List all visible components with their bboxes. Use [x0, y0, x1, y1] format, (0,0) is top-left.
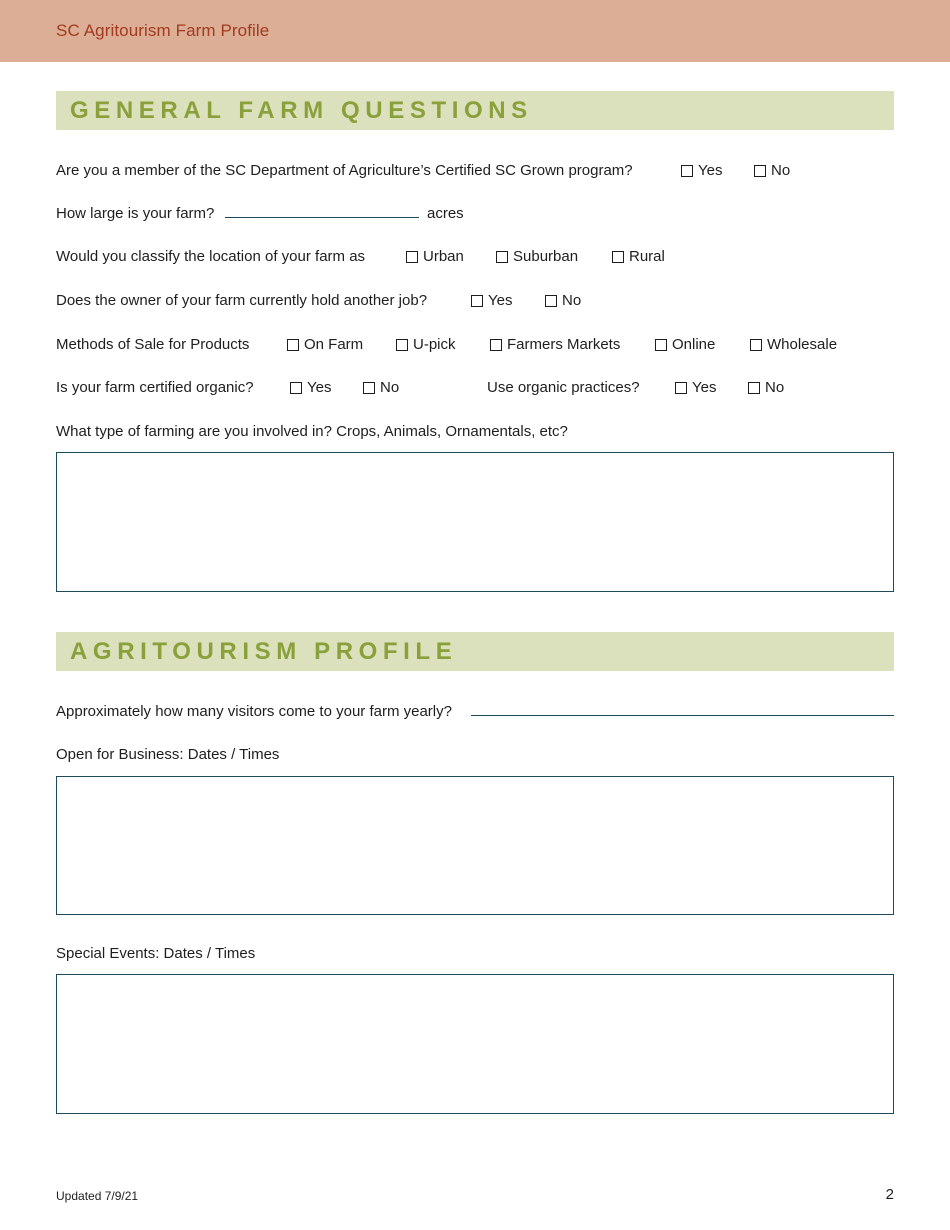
organic-yes-option[interactable]: Yes: [290, 377, 331, 399]
question-farming-type-label: What type of farming are you involved in? Crops, Animals, Ornamentals, etc?: [56, 423, 568, 440]
sc-grown-yes-option[interactable]: Yes: [681, 160, 722, 182]
special-events-textarea[interactable]: [56, 974, 894, 1114]
question-organic-label: Is your farm certified organic?: [56, 379, 254, 396]
question-farm-size-label: How large is your farm?: [56, 205, 215, 222]
updated-date: Updated 7/9/21: [56, 1189, 139, 1203]
checkbox-icon[interactable]: [612, 251, 624, 263]
open-hours-textarea[interactable]: [56, 776, 894, 915]
checkbox-icon[interactable]: [675, 382, 687, 394]
location-suburban-option[interactable]: Suburban: [496, 246, 578, 268]
question-special-events: [56, 943, 894, 965]
visitors-field[interactable]: [471, 715, 894, 716]
sc-grown-no-option[interactable]: No: [754, 160, 790, 182]
question-organic-practices-label: Use organic practices?: [487, 379, 640, 396]
farm-size-field[interactable]: [225, 217, 419, 218]
checkbox-icon[interactable]: [290, 382, 302, 394]
owner-job-no-option[interactable]: No: [545, 290, 581, 312]
question-sale-methods: [56, 334, 894, 356]
organic-practices-yes-option[interactable]: Yes: [675, 377, 716, 399]
sale-u-pick-option[interactable]: U-pick: [396, 334, 456, 356]
section-title-agritourism: AGRITOURISM PROFILE: [70, 638, 458, 665]
checkbox-icon[interactable]: [287, 339, 299, 351]
sale-wholesale-option[interactable]: Wholesale: [750, 334, 837, 356]
page-number: 2: [885, 1186, 894, 1203]
question-visitors-label: Approximately how many visitors come to your farm yearly?: [56, 703, 452, 720]
location-rural-option[interactable]: Rural: [612, 246, 665, 268]
owner-job-yes-option[interactable]: Yes: [471, 290, 512, 312]
question-sale-methods-label: Methods of Sale for Products: [56, 336, 250, 353]
question-location-type: [56, 246, 894, 268]
checkbox-icon[interactable]: [406, 251, 418, 263]
question-visitors: [56, 701, 894, 723]
question-special-events-label: Special Events: Dates / Times: [56, 945, 256, 962]
section-header-general: [56, 91, 894, 130]
farm-size-unit: acres: [427, 205, 464, 222]
question-farm-size: [56, 203, 894, 225]
checkbox-icon[interactable]: [396, 339, 408, 351]
question-open-hours-label: Open for Business: Dates / Times: [56, 746, 280, 763]
location-urban-option[interactable]: Urban: [406, 246, 464, 268]
section-header-agritourism: [56, 632, 894, 671]
checkbox-icon[interactable]: [681, 165, 693, 177]
checkbox-icon[interactable]: [471, 295, 483, 307]
checkbox-icon[interactable]: [748, 382, 760, 394]
question-sc-grown-label: Are you a member of the SC Department of Agriculture’s Certified SC Grown program?: [56, 162, 633, 179]
question-location-type-label: Would you classify the location of your farm as: [56, 248, 366, 265]
sale-on-farm-option[interactable]: On Farm: [287, 334, 363, 356]
farming-type-textarea[interactable]: [56, 452, 894, 592]
organic-practices-no-option[interactable]: No: [748, 377, 784, 399]
checkbox-icon[interactable]: [754, 165, 766, 177]
checkbox-icon[interactable]: [363, 382, 375, 394]
question-owner-job: [56, 290, 894, 312]
sale-farmers-markets-option[interactable]: Farmers Markets: [490, 334, 620, 356]
checkbox-icon[interactable]: [496, 251, 508, 263]
section-title-general: GENERAL FARM QUESTIONS: [70, 97, 533, 124]
question-organic: [56, 377, 894, 399]
organic-no-option[interactable]: No: [363, 377, 399, 399]
document-title: SC Agritourism Farm Profile: [56, 21, 270, 40]
question-open-hours: [56, 744, 894, 766]
checkbox-icon[interactable]: [545, 295, 557, 307]
checkbox-icon[interactable]: [490, 339, 502, 351]
checkbox-icon[interactable]: [750, 339, 762, 351]
question-sc-grown: [56, 160, 894, 182]
question-farming-type: [56, 421, 894, 443]
sale-online-option[interactable]: Online: [655, 334, 715, 356]
question-owner-job-label: Does the owner of your farm currently hold another job?: [56, 292, 428, 309]
checkbox-icon[interactable]: [655, 339, 667, 351]
